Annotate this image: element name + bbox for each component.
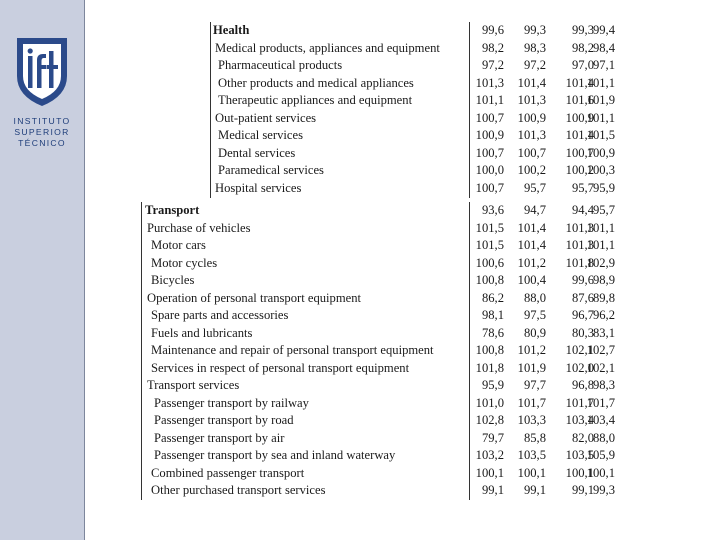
- transport-value-col-3: 102,1: [565, 343, 594, 357]
- health-value-col-2: 100,2: [517, 163, 546, 177]
- health-table-left-border: [210, 22, 211, 198]
- transport-value-col-1: 100,8: [475, 343, 504, 357]
- health-value-col-3: 100,7: [565, 145, 594, 160]
- transport-row-label: Passenger transport by railway: [154, 395, 309, 410]
- transport-value-col-3: 94,4: [571, 203, 594, 217]
- transport-value-col-4: 98,9: [592, 273, 615, 287]
- health-value-col-3: 100,2: [565, 163, 594, 177]
- transport-table: [143, 202, 623, 500]
- health-value-col-2: 100,7: [517, 145, 546, 160]
- transport-value-col-1: 100,6: [475, 255, 504, 270]
- transport-value-col-1: 79,7: [481, 430, 504, 445]
- transport-value-col-1: 78,6: [481, 325, 504, 340]
- transport-value-col-1: 95,9: [481, 378, 504, 392]
- transport-value-col-3: 100,1: [565, 465, 594, 480]
- transport-value-col-3: 96,7: [571, 308, 594, 322]
- transport-value-col-4: 95,7: [592, 203, 615, 217]
- ist-logo-text: [6, 116, 78, 149]
- health-value-col-3: 97,0: [571, 58, 594, 72]
- sidebar: [0, 0, 85, 540]
- health-value-col-2: 101,3: [517, 93, 546, 107]
- logo-line-3: TÉCNICO: [18, 138, 66, 148]
- health-value-col-3: 98,2: [571, 40, 594, 55]
- health-value-col-4: 101,1: [586, 75, 615, 90]
- transport-value-col-4: 89,8: [592, 290, 615, 305]
- transport-value-col-2: 101,2: [517, 343, 546, 357]
- transport-value-col-2: 85,8: [523, 430, 546, 445]
- transport-value-col-1: 103,2: [475, 448, 504, 462]
- transport-value-col-2: 97,5: [523, 308, 546, 322]
- health-value-col-4: 99,4: [592, 23, 615, 37]
- health-value-col-1: 98,2: [481, 40, 504, 55]
- transport-value-col-3: 82,0: [571, 430, 594, 445]
- transport-value-col-1: 93,6: [481, 203, 504, 217]
- transport-value-col-2: 88,0: [523, 290, 546, 305]
- transport-value-col-3: 87,6: [571, 290, 594, 305]
- transport-row-label: Transport services: [147, 378, 240, 392]
- transport-value-col-4: 102,7: [586, 343, 615, 357]
- transport-table-left-border: [141, 202, 142, 500]
- transport-value-col-2: 94,7: [523, 203, 546, 217]
- health-value-col-4: 100,9: [586, 145, 615, 160]
- transport-section-title: Transport: [145, 203, 200, 217]
- transport-row-label: Passenger transport by road: [154, 413, 294, 427]
- transport-value-col-2: 103,5: [517, 448, 546, 462]
- health-value-col-1: 100,7: [475, 180, 504, 195]
- health-value-col-2: 100,9: [517, 110, 546, 125]
- transport-value-col-4: 96,2: [592, 308, 615, 322]
- transport-value-col-3: 99,6: [571, 273, 594, 287]
- transport-row-label: Services in respect of personal transport equipment: [151, 360, 410, 375]
- health-value-col-4: 97,1: [592, 58, 615, 72]
- health-row-label: Medical services: [218, 128, 303, 142]
- transport-value-col-3: 101,3: [565, 220, 594, 235]
- transport-value-col-2: 99,1: [523, 483, 546, 497]
- health-value-col-1: 100,9: [475, 128, 504, 142]
- transport-value-col-4: 83,1: [592, 325, 615, 340]
- transport-value-col-4: 98,3: [592, 378, 615, 392]
- health-value-col-4: 95,9: [592, 180, 615, 195]
- transport-value-col-4: 102,1: [586, 360, 615, 375]
- health-value-col-4: 98,4: [592, 40, 615, 55]
- transport-value-col-4: 101,7: [586, 395, 615, 410]
- transport-value-col-2: 101,4: [517, 238, 546, 252]
- transport-value-col-2: 100,1: [517, 465, 546, 480]
- transport-value-col-1: 101,0: [475, 395, 504, 410]
- transport-row-label: Combined passenger transport: [151, 465, 305, 480]
- health-row-label: Therapeutic appliances and equipment: [218, 93, 413, 107]
- health-value-col-2: 95,7: [523, 180, 546, 195]
- transport-value-col-3: 101,3: [565, 238, 594, 252]
- health-value-col-4: 101,5: [586, 128, 615, 142]
- transport-value-col-2: 103,3: [517, 413, 546, 427]
- transport-value-col-1: 86,2: [481, 290, 504, 305]
- health-value-col-3: 101,4: [565, 75, 594, 90]
- health-value-col-2: 97,2: [523, 58, 546, 72]
- logo-line-2: SUPERIOR: [14, 127, 70, 137]
- health-row-label: Hospital services: [215, 180, 302, 195]
- health-value-col-1: 97,2: [481, 58, 504, 72]
- health-row-label: Out-patient services: [215, 110, 317, 125]
- transport-value-col-2: 101,9: [517, 360, 546, 375]
- transport-value-col-3: 101,7: [565, 395, 594, 410]
- transport-value-col-4: 101,1: [586, 238, 615, 252]
- health-value-col-2: 99,3: [523, 23, 546, 37]
- transport-row-label: Motor cars: [151, 238, 206, 252]
- health-value-col-2: 98,3: [523, 40, 546, 55]
- transport-row-label: Other purchased transport services: [151, 483, 326, 497]
- health-value-col-1: 99,6: [481, 23, 504, 37]
- transport-row-label: Operation of personal transport equipment: [147, 290, 362, 305]
- health-row-label: Other products and medical appliances: [218, 75, 414, 90]
- transport-row-label: Fuels and lubricants: [151, 325, 253, 340]
- transport-value-col-4: 101,1: [586, 220, 615, 235]
- transport-row-label: Purchase of vehicles: [147, 220, 251, 235]
- transport-value-col-3: 80,3: [571, 325, 594, 340]
- transport-value-col-1: 98,1: [481, 308, 504, 322]
- transport-row-label: Passenger transport by sea and inland waterway: [154, 448, 396, 462]
- transport-value-col-2: 97,7: [523, 378, 546, 392]
- transport-row-label: Passenger transport by air: [154, 430, 285, 445]
- transport-value-col-1: 99,1: [481, 483, 504, 497]
- health-value-col-3: 95,7: [571, 180, 594, 195]
- transport-value-col-1: 100,1: [475, 465, 504, 480]
- transport-row-label: Bicycles: [151, 273, 195, 287]
- transport-value-col-2: 101,4: [517, 220, 546, 235]
- transport-value-col-3: 102,0: [565, 360, 594, 375]
- transport-value-col-1: 100,8: [475, 273, 504, 287]
- transport-value-col-4: 103,4: [586, 413, 615, 427]
- transport-value-col-2: 101,7: [517, 395, 546, 410]
- ist-logo-icon: [15, 36, 69, 108]
- transport-value-col-1: 102,8: [475, 413, 504, 427]
- health-value-col-3: 99,3: [571, 23, 594, 37]
- health-value-col-4: 101,1: [586, 110, 615, 125]
- transport-value-col-1: 101,5: [475, 220, 504, 235]
- transport-value-col-1: 101,5: [475, 238, 504, 252]
- health-value-col-3: 101,6: [565, 93, 594, 107]
- transport-value-col-3: 103,4: [565, 413, 594, 427]
- health-row-label: Paramedical services: [218, 163, 324, 177]
- health-row-label: Pharmaceutical products: [218, 58, 343, 72]
- transport-value-col-4: 105,9: [586, 448, 615, 462]
- transport-value-col-4: 99,3: [592, 483, 615, 497]
- health-value-col-3: 101,4: [565, 128, 594, 142]
- transport-row-label: Maintenance and repair of personal transport equipment: [151, 343, 434, 357]
- transport-value-col-3: 103,5: [565, 448, 594, 462]
- transport-value-col-1: 101,8: [475, 360, 504, 375]
- health-value-col-1: 100,7: [475, 110, 504, 125]
- health-value-col-3: 100,9: [565, 110, 594, 125]
- health-value-col-2: 101,4: [517, 75, 546, 90]
- transport-value-col-3: 101,8: [565, 255, 594, 270]
- transport-value-col-2: 101,2: [517, 255, 546, 270]
- transport-value-col-2: 100,4: [517, 273, 546, 287]
- transport-row-label: Motor cycles: [151, 255, 218, 270]
- transport-row-label: Spare parts and accessories: [151, 308, 289, 322]
- health-section-title: Health: [213, 23, 250, 37]
- health-value-col-4: 101,9: [586, 93, 615, 107]
- transport-value-col-3: 99,1: [571, 483, 594, 497]
- health-row-label: Medical products, appliances and equipment: [215, 40, 440, 55]
- health-table: [213, 22, 623, 198]
- health-value-col-1: 101,3: [475, 75, 504, 90]
- health-row-label: Dental services: [218, 145, 296, 160]
- health-value-col-1: 101,1: [475, 93, 504, 107]
- health-value-col-4: 100,3: [586, 163, 615, 177]
- transport-value-col-4: 88,0: [592, 430, 615, 445]
- health-value-col-1: 100,7: [475, 145, 504, 160]
- transport-value-col-4: 100,1: [586, 465, 615, 480]
- transport-value-col-4: 102,9: [586, 255, 615, 270]
- logo-line-1: INSTITUTO: [13, 116, 71, 126]
- transport-value-col-2: 80,9: [523, 325, 546, 340]
- transport-value-col-3: 96,8: [571, 378, 594, 392]
- health-value-col-1: 100,0: [475, 163, 504, 177]
- health-value-col-2: 101,3: [517, 128, 546, 142]
